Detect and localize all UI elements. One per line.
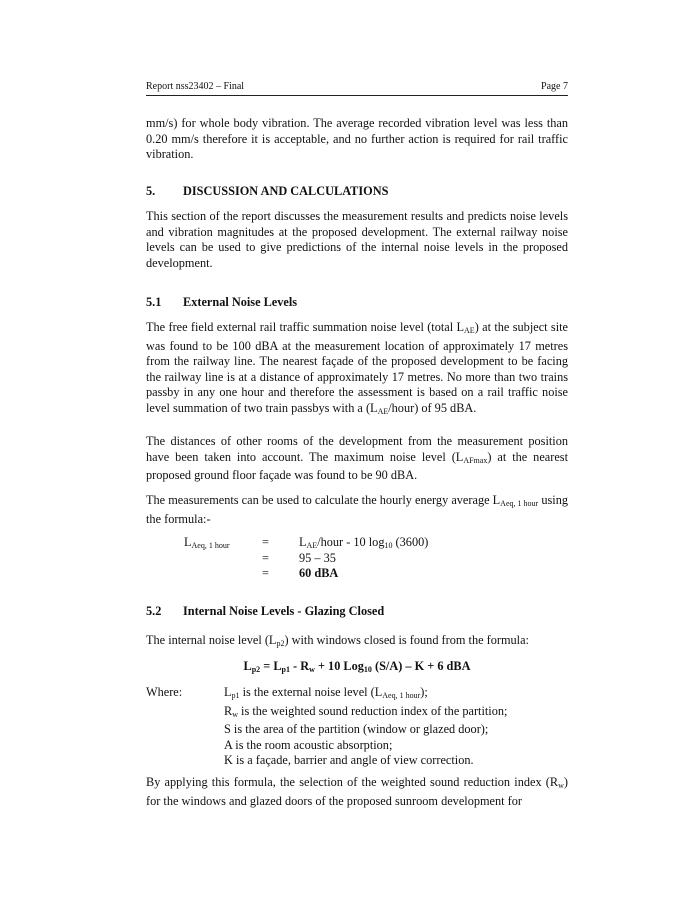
page-header: [146, 81, 568, 96]
section-title: External Noise Levels: [183, 295, 298, 309]
definition-item: $R_w$ is the weighted sound reduction index of the partition;: [224, 703, 508, 719]
section-5-2-heading: [146, 604, 384, 620]
intro-paragraph: mm/s) for whole body vibration. The average recorded vibration level was less than 0.20 mm/s therefore it is acceptable, and no further action is required for rail traffic vibration.: [146, 116, 568, 162]
page-number: Page 7: [541, 81, 568, 92]
where-label: Where:: [146, 685, 183, 699]
calc-result: 60 dBA: [299, 566, 339, 581]
calc-row-2: = 95 – 35: [262, 550, 336, 565]
internal-noise-paragraph: The internal noise level $(L_{p2})$ with windows closed is found from the formula:: [146, 633, 529, 648]
section-5-1-heading: [146, 295, 297, 311]
section-5-paragraph: This section of the report discusses the measurement results and predicts noise levels and vibration magnitudes at the proposed development. The external railway noise levels can be used to give predictions of the internal noise levels in the proposed development.: [146, 209, 568, 270]
section-number: 5.2: [146, 604, 162, 618]
section-number: 5.1: [146, 295, 162, 309]
definition-list: [224, 685, 507, 769]
definition-item: $L_{p1}$ is the external noise level $(L_{Aeq, 1 hour})$;: [224, 685, 428, 700]
final-paragraph: By applying this formula, the selection of the weighted sound reduction index $(R_w)$ for the windows and glazed doors of the proposed sunroom development for: [146, 775, 568, 808]
laeq-calculation: [184, 535, 428, 582]
definition-item: K is a façade, barrier and angle of view correction.: [224, 753, 474, 768]
calc-row-3: = 60 dBA: [262, 566, 339, 581]
section-5-heading: [146, 184, 388, 200]
calc-row-1: $L_{Aeq, 1 hour}$ = $L_{AE}$/hour - 10 $\log_{10} (3600)$: [184, 535, 429, 550]
section-title: Internal Noise Levels - Glazing Closed: [183, 604, 385, 618]
definition-item: A is the room acoustic absorption;: [224, 737, 393, 752]
section-number: 5.: [146, 184, 156, 198]
report-id: Report nss23402 – Final: [146, 81, 245, 92]
distances-paragraph: The distances of other rooms of the development from the measurement position have been taken into account. The maximum noise level $(L_{AFmax})$ at the nearest proposed ground floor façade was found to be 90 dBA.: [146, 434, 568, 483]
external-noise-paragraph: The free field external rail traffic summation noise level (total $L_{AE}$) at the subject site was found to be 100 dBA at the measurement location of approximately 17 metres from the railway line. The nearest façade of the proposed development to be facing the railway line is at a distance of approximately 17 metres. No more than two trains passby in any one hour and therefore the assessment is based on a rail traffic noise level summation of two train passbys with a $(L_{AE}/hour)$ of 95 dBA.: [146, 320, 569, 416]
measurement-paragraph: The measurements can be used to calculate the hourly energy average $L_{Aeq, 1 hour}$ using the formula:-: [146, 493, 568, 526]
section-title: DISCUSSION AND CALCULATIONS: [183, 184, 389, 198]
internal-noise-formula: $L_{p2} = L_{p1} - R_w + 10$ Log$_{10}$ (S/A) – K + 6 dBA: [243, 659, 471, 674]
definition-item: S is the area of the partition (window or glazed door);: [224, 722, 489, 737]
